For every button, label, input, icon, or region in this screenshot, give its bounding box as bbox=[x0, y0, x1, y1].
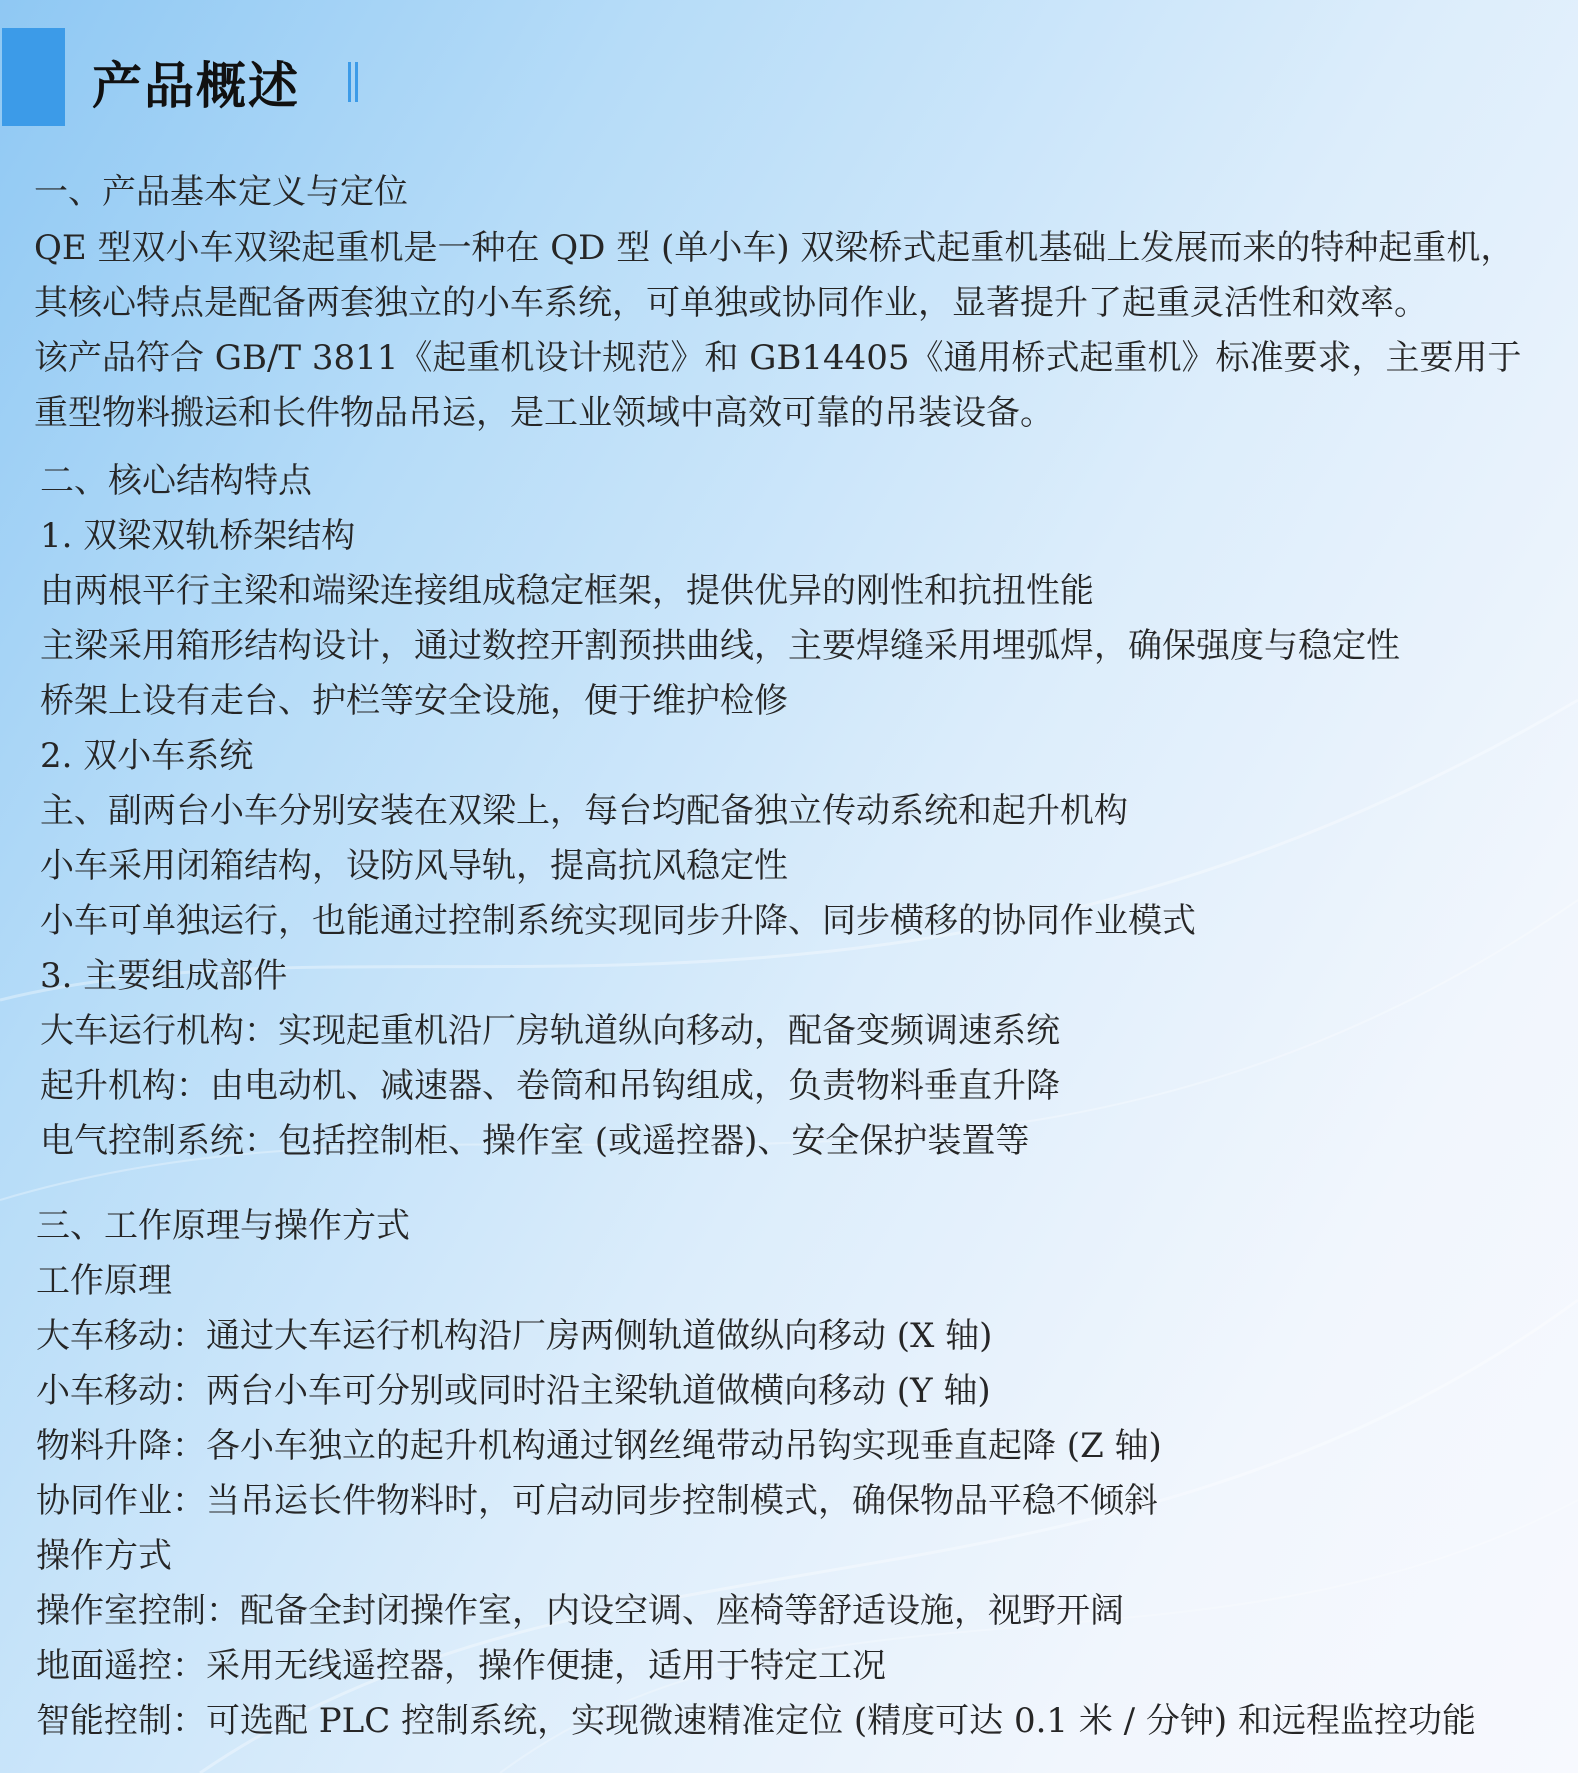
page-header bbox=[0, 28, 1578, 126]
list-item: 小车移动：两台小车可分别或同时沿主梁轨道做横向移动 (Y 轴) bbox=[36, 1371, 991, 1411]
subheading: 3. 主要组成部件 bbox=[40, 956, 288, 996]
subheading: 操作方式 bbox=[36, 1536, 172, 1576]
subheading: 工作原理 bbox=[36, 1261, 172, 1301]
list-item: 桥架上设有走台、护栏等安全设施，便于维护检修 bbox=[40, 681, 788, 721]
paragraph-line: 该产品符合 GB/T 3811《起重机设计规范》和 GB14405《通用桥式起重机》标准要求，主要用于 bbox=[34, 338, 1522, 378]
list-item: 主梁采用箱形结构设计，通过数控开割预拱曲线，主要焊缝采用埋弧焊，确保强度与稳定性 bbox=[40, 626, 1400, 666]
list-item: 小车采用闭箱结构，设防风导轨，提高抗风稳定性 bbox=[40, 846, 788, 886]
list-item: 大车移动：通过大车运行机构沿厂房两侧轨道做纵向移动 (X 轴) bbox=[36, 1316, 993, 1356]
paragraph-line: QE 型双小车双梁起重机是一种在 QD 型 (单小车) 双梁桥式起重机基础上发展而来的特种起重机， bbox=[34, 228, 1515, 268]
paragraph-line: 其核心特点是配备两套独立的小车系统，可单独或协同作业，显著提升了起重灵活性和效率。 bbox=[34, 283, 1428, 323]
list-item: 操作室控制：配备全封闭操作室，内设空调、座椅等舒适设施，视野开阔 bbox=[36, 1591, 1124, 1631]
list-item: 由两根平行主梁和端梁连接组成稳定框架，提供优异的刚性和抗扭性能 bbox=[40, 571, 1094, 611]
list-item: 物料升降：各小车独立的起升机构通过钢丝绳带动吊钩实现垂直起降 (Z 轴) bbox=[36, 1426, 1162, 1466]
section-1-heading: 一、产品基本定义与定位 bbox=[34, 172, 408, 212]
subheading: 1. 双梁双轨桥架结构 bbox=[40, 516, 356, 556]
paragraph-line: 重型物料搬运和长件物品吊运，是工业领域中高效可靠的吊装设备。 bbox=[34, 393, 1054, 433]
section-3-heading: 三、工作原理与操作方式 bbox=[36, 1206, 410, 1246]
section-2-heading: 二、核心结构特点 bbox=[40, 461, 312, 501]
list-item: 大车运行机构：实现起重机沿厂房轨道纵向移动，配备变频调速系统 bbox=[40, 1011, 1060, 1051]
list-item: 智能控制：可选配 PLC 控制系统，实现微速精准定位 (精度可达 0.1 米 / 分钟) 和远程监控功能 bbox=[36, 1701, 1476, 1741]
list-item: 地面遥控：采用无线遥控器，操作便捷，适用于特定工况 bbox=[36, 1646, 886, 1686]
header-accent-block bbox=[2, 28, 65, 126]
list-item: 起升机构：由电动机、减速器、卷筒和吊钩组成，负责物料垂直升降 bbox=[40, 1066, 1060, 1106]
subheading: 2. 双小车系统 bbox=[40, 736, 254, 776]
page-title: 产品概述 bbox=[92, 57, 300, 115]
list-item: 协同作业：当吊运长件物料时，可启动同步控制模式，确保物品平稳不倾斜 bbox=[36, 1481, 1158, 1521]
list-item: 小车可单独运行，也能通过控制系统实现同步升降、同步横移的协同作业模式 bbox=[40, 901, 1196, 941]
list-item: 电气控制系统：包括控制柜、操作室 (或遥控器)、安全保护装置等 bbox=[40, 1121, 1030, 1161]
list-item: 主、副两台小车分别安装在双梁上，每台均配备独立传动系统和起升机构 bbox=[40, 791, 1128, 831]
title-double-bar-mark bbox=[348, 62, 360, 102]
